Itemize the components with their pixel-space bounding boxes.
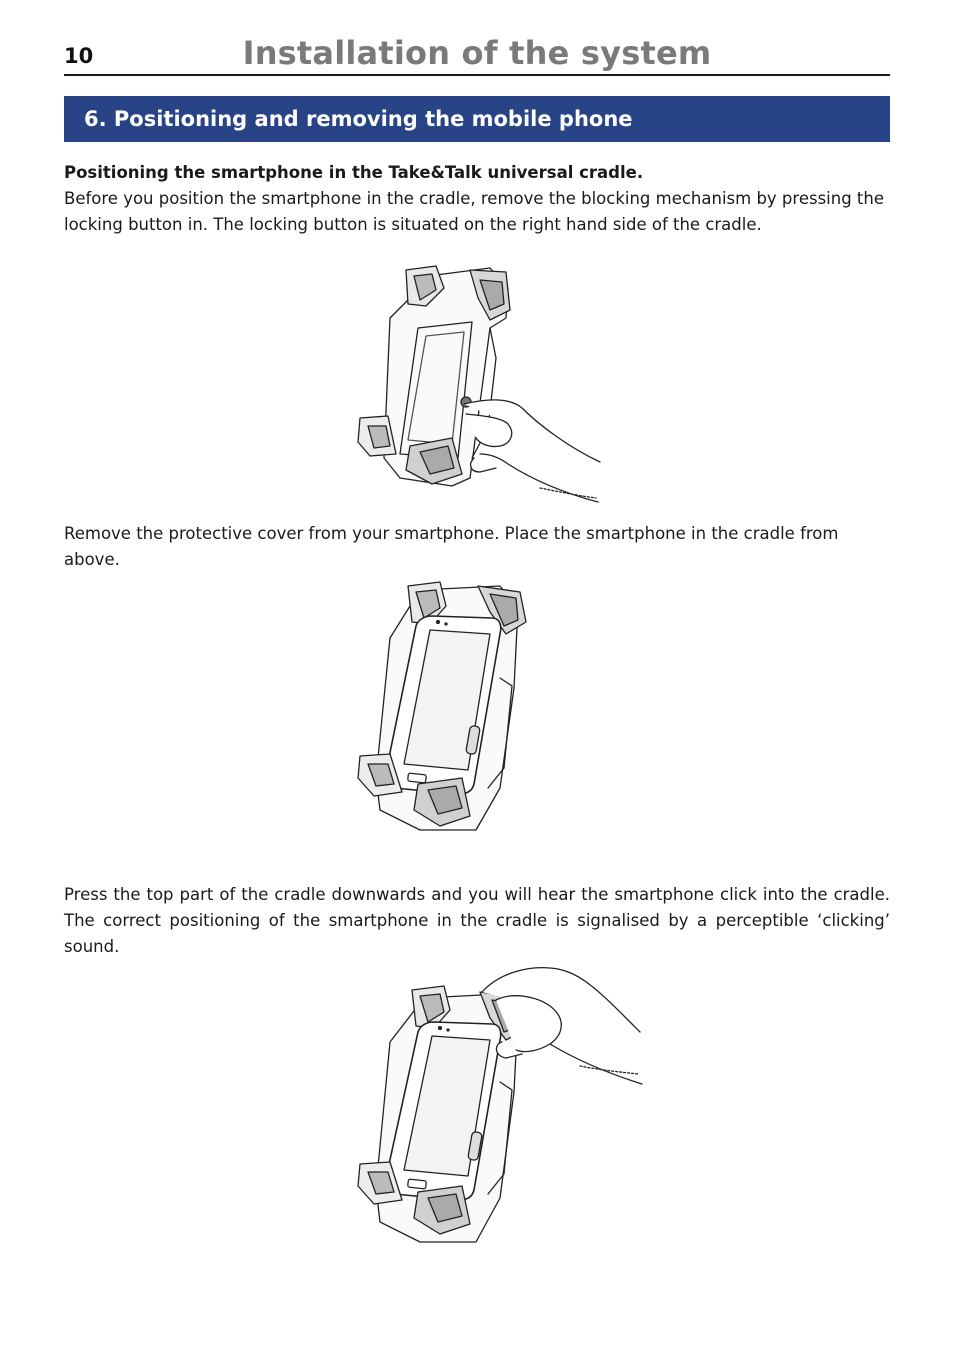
page-header xyxy=(64,34,890,76)
page-number: 10 xyxy=(64,44,94,68)
page-title: Installation of the system xyxy=(242,34,712,72)
figure-cradle-press-top xyxy=(350,962,650,1248)
figure-cradle-phone-placed xyxy=(350,578,540,840)
section-heading-bar xyxy=(64,96,890,142)
paragraph-locking-button: Before you position the smartphone in the cradle, remove the blocking mechanism by pressing the locking button in. The locking button is situated on the right hand side of the cradle. xyxy=(64,189,885,234)
section-title: 6. Positioning and removing the mobile phone xyxy=(84,107,633,131)
figure-cradle-locking-button xyxy=(340,258,610,508)
paragraph-press-top: Press the top part of the cradle downwards and you will hear the smartphone click into the cradle. The correct positioning of the smartphone in the cradle is signalised by a perceptible ‘clicking’ sound. xyxy=(64,885,890,956)
paragraph-remove-cover: Remove the protective cover from your smartphone. Place the smartphone in the cradle from above. xyxy=(64,524,839,569)
subheading: Positioning the smartphone in the Take&Talk universal cradle. xyxy=(64,163,644,182)
